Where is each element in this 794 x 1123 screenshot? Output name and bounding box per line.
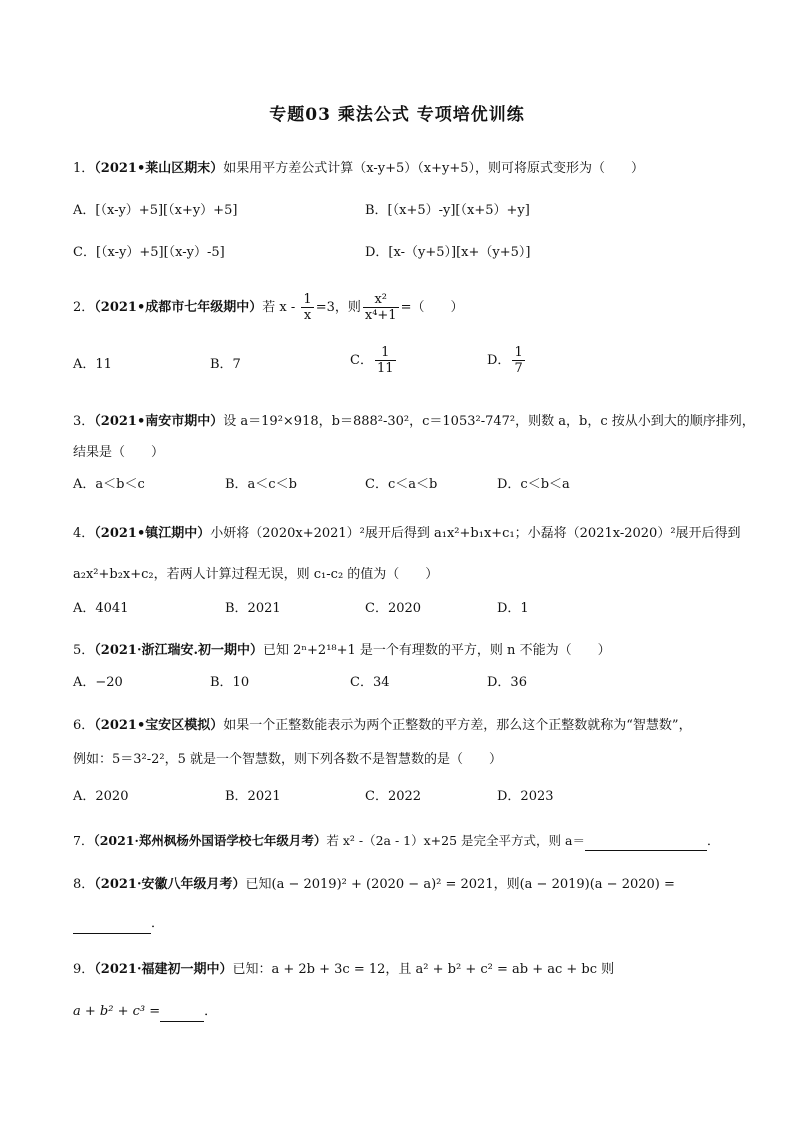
question-stem: 已知(a − 2019)² + (2020 − a)² = 2021，则(a − 2019)(a − 2020) = xyxy=(245,877,675,892)
question-7: 7．（2021·郑州枫杨外国语学校七年级月考）若 x² -（2a - 1）x+25 是完全平方式，则 a＝ ． xyxy=(73,830,719,851)
question-stem-cont: 结果是（ ） xyxy=(73,445,165,460)
question-number: 9． xyxy=(73,962,95,977)
option-b: B．7 xyxy=(210,357,241,372)
option-a: A．11 xyxy=(73,357,112,372)
question-3 xyxy=(73,412,755,432)
question-stem-cont: 例如：5＝3²-2²，5 就是一个智慧数，则下列各数不是智慧数的是（ ） xyxy=(73,752,503,767)
question-number: 7． xyxy=(73,833,94,848)
question-source: （2021•莱山区期末） xyxy=(94,161,224,176)
question-number: 1． xyxy=(73,161,95,176)
question-number: 3． xyxy=(73,414,95,429)
answer-blank xyxy=(585,830,707,851)
option-d: D．1 xyxy=(497,601,529,616)
question-source: （2021•南安市期中） xyxy=(94,414,224,429)
question-stem-part: =（ ） xyxy=(400,300,464,315)
question-number: 6． xyxy=(73,718,95,733)
option-c: C．34 xyxy=(350,675,390,690)
option-a: A．−20 xyxy=(73,675,123,690)
option-c: C．[（x-y）+5][（x-y）-5] xyxy=(73,245,225,260)
question-9 xyxy=(73,960,614,980)
question-2 xyxy=(73,292,464,323)
question-6 xyxy=(73,716,692,736)
option-b: B．a＜c＜b xyxy=(225,477,297,492)
question-8-answer-line: ． xyxy=(73,913,164,934)
option-d: D． $\frac{1}{7}$ xyxy=(487,345,523,376)
option-a: A．a＜b＜c xyxy=(73,477,145,492)
option-d: D．[x-（y+5）][x+（y+5）] xyxy=(365,245,531,260)
option-a: A．4041 xyxy=(73,601,129,616)
option-c: C．2022 xyxy=(365,789,422,804)
answer-blank xyxy=(160,1001,204,1022)
question-stem-part: 若 x - xyxy=(262,300,296,315)
option-c: C．c＜a＜b xyxy=(365,477,438,492)
option-d: D．c＜b＜a xyxy=(497,477,570,492)
question-1 xyxy=(73,159,644,179)
fraction: $\frac{\text{x²}}{\text{x⁴+1}}$ xyxy=(364,292,397,323)
question-stem: 已知：a + 2b + 3c = 12，且 a² + b² + c² = ab + ac + bc 则 xyxy=(232,962,615,977)
option-c: C． $\frac{1}{11}$ xyxy=(350,345,394,376)
fraction: $\frac{1}{x}$ xyxy=(303,292,312,323)
option-c: C．2020 xyxy=(365,601,422,616)
question-stem: 如果一个正整数能表示为两个正整数的平方差，那么这个正整数就称为“智慧数”， xyxy=(223,718,692,733)
question-stem: 如果用平方差公式计算（x-y+5）（x+y+5），则可将原式变形为（ ） xyxy=(223,161,645,176)
option-d: D．36 xyxy=(487,675,527,690)
question-number: 5． xyxy=(73,643,95,658)
question-source: （2021·浙江瑞安.初一期中） xyxy=(94,643,264,658)
question-source: （2021·福建初一期中） xyxy=(94,962,233,977)
question-source: （2021•宝安区模拟） xyxy=(94,718,224,733)
page-title: 专题03 乘法公式 专项培优训练 xyxy=(269,105,525,125)
question-stem-cont: a₂x²+b₂x+c₂，若两人计算过程无误，则 c₁-c₂ 的值为（ ） xyxy=(73,567,439,582)
question-number: 2． xyxy=(73,300,95,315)
question-4 xyxy=(73,524,741,544)
option-b: B．10 xyxy=(210,675,250,690)
answer-blank xyxy=(73,913,151,934)
question-stem: 已知 2ⁿ+2¹⁸+1 是一个有理数的平方，则 n 不能为（ ） xyxy=(263,643,611,658)
question-source: （2021•镇江期中） xyxy=(94,526,211,541)
option-a: A．2020 xyxy=(73,789,129,804)
question-source: （2021·安徽八年级月考） xyxy=(94,877,246,892)
question-number: 8． xyxy=(73,877,95,892)
option-d: D．2023 xyxy=(497,789,554,804)
question-source: （2021·郑州枫杨外国语学校七年级月考） xyxy=(93,833,327,848)
question-5 xyxy=(73,641,611,661)
question-9-answer-line: a + b² + c³ = ． xyxy=(73,1001,217,1022)
option-b: B．[（x+5）-y][（x+5）+y] xyxy=(365,203,530,218)
question-number: 4． xyxy=(73,526,95,541)
question-stem: 设 a＝19²×918，b＝888²-30²，c＝1053²-747²，则数 a，b，c 按从小到大的顺序排列， xyxy=(223,414,755,429)
option-b: B．2021 xyxy=(225,789,281,804)
option-b: B．2021 xyxy=(225,601,281,616)
question-8 xyxy=(73,875,675,895)
question-source: （2021•成都市七年级期中） xyxy=(94,300,263,315)
option-a: A．[（x-y）+5][（x+y）+5] xyxy=(73,203,238,218)
question-stem: 若 x² -（2a - 1）x+25 是完全平方式，则 a＝ xyxy=(326,833,585,848)
question-stem-part: =3，则 xyxy=(315,300,361,315)
question-stem: 小妍将（2020x+2021）²展开后得到 a₁x²+b₁x+c₁；小磊将（2021x-2020）²展开后得到 xyxy=(210,526,741,541)
